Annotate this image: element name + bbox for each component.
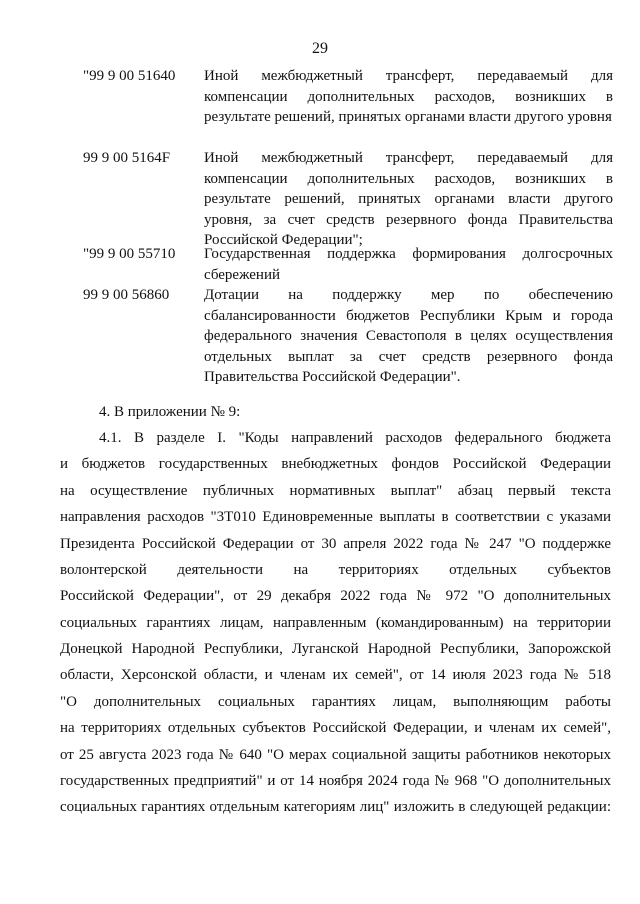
item-41-line: социальных гарантиях лицам, направленным (командированным) на территории (60, 615, 611, 631)
item-4-heading: 4. В приложении № 9: (99, 404, 241, 420)
code-description: Иной межбюджетный трансферт, передаваемый для компенсации дополнительных расходов, возникших в результате решений, принятых органами власти другого уровня (204, 68, 613, 125)
item-41-line: от 25 августа 2023 года № 640 "О мерах социальной защиты работников некоторых (60, 747, 611, 763)
item-41-line: социальных гарантиях отдельным категориям лиц" изложить в следующей редакции: (60, 799, 611, 815)
code-description: Иной межбюджетный трансферт, передаваемый для компенсации дополнительных расходов, возникших в результате решений, принятых органами власти другого уровня, за счет средств резервного фонда Правительства Российской Федерации"; (204, 150, 613, 248)
code-description: Государственная поддержка формирования долгосрочных сбережений (204, 246, 613, 283)
code-value: 99 9 00 5164F (83, 150, 171, 166)
code-value: "99 9 00 55710 (83, 246, 176, 262)
page-number: 29 (312, 40, 328, 57)
item-41-line: Российской Федерации", от 29 декабря 2022 года № 972 "О дополнительных (60, 588, 611, 604)
code-value: "99 9 00 51640 (83, 68, 176, 84)
item-41-line: "О дополнительных социальных гарантиях лицам, выполняющим работы (60, 694, 611, 710)
item-41-line: области, Херсонской области, и членам их семей", от 14 июля 2023 года № 518 (60, 667, 611, 683)
code-description: Дотации на поддержку мер по обеспечению сбалансированности бюджетов Республики Крым и города федерального значения Севастополя в целях осуществления отдельных выплат за счет средств резервного фонда Правительства Российской Федерации". (204, 287, 613, 385)
item-41-line: и бюджетов государственных внебюджетных фондов Российской Федерации (60, 456, 611, 472)
code-value: 99 9 00 56860 (83, 287, 170, 303)
item-41-line: 4.1. В разделе I. "Коды направлений расходов федерального бюджета (99, 430, 611, 446)
item-41-line: Президента Российской Федерации от 30 апреля 2022 года № 247 "О поддержке (60, 536, 611, 552)
item-41-line: на осуществление публичных нормативных выплат" абзац первый текста (60, 483, 611, 499)
item-41-line: волонтерской деятельности на территориях отдельных субъектов (60, 562, 611, 578)
item-41-line: государственных предприятий" и от 14 ноября 2024 года № 968 "О дополнительных (60, 773, 611, 789)
item-41-line: на территориях отдельных субъектов Российской Федерации, и членам их семей", (60, 720, 611, 736)
item-41-line: Донецкой Народной Республики, Луганской Народной Республики, Запорожской (60, 641, 611, 657)
item-41-line: направления расходов "3Т010 Единовременные выплаты в соответствии с указами (60, 509, 611, 525)
